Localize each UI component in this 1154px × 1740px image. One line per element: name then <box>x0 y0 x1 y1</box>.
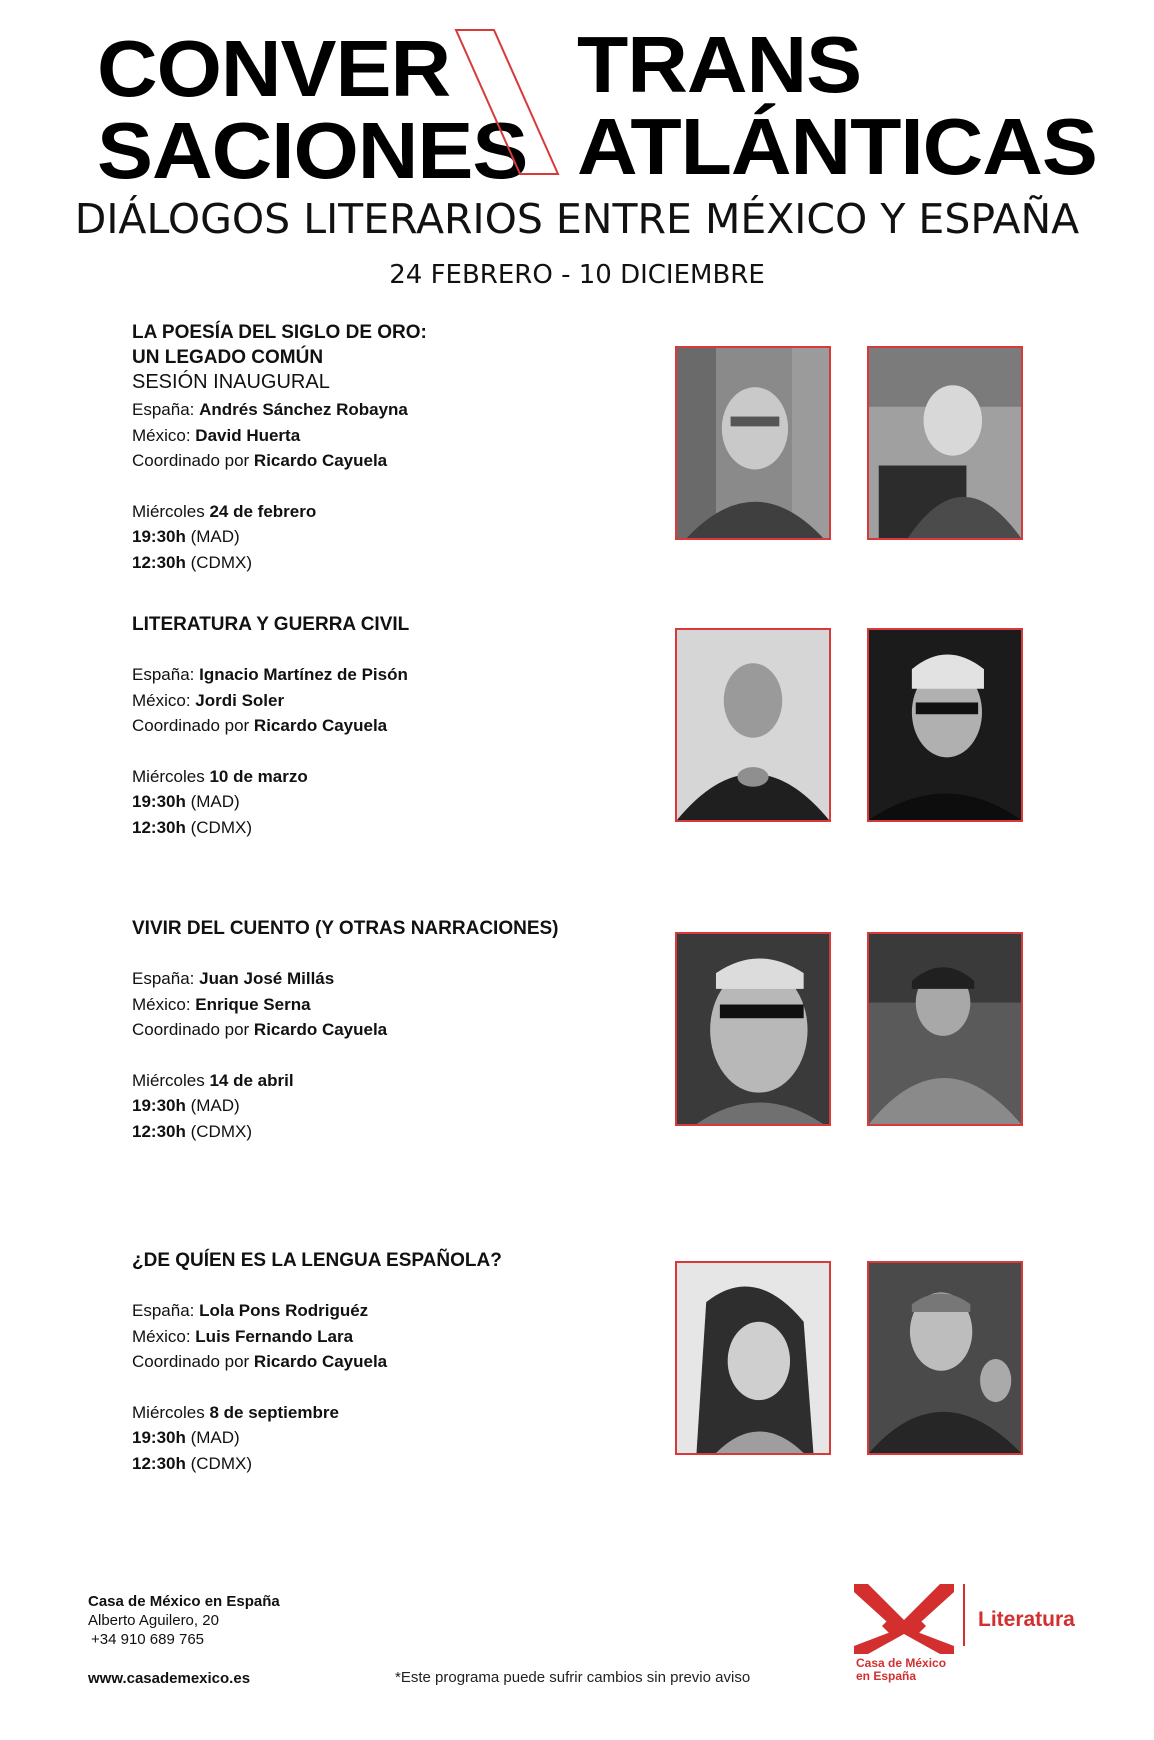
time-mad: 19:30h (MAD) <box>132 1096 240 1115</box>
footer-address: Alberto Aguilero, 20 <box>88 1612 219 1629</box>
header-dates: 24 FEBRERO - 10 DICIEMBRE <box>389 260 765 290</box>
footer-note: *Este programa puede sufrir cambios sin previo aviso <box>395 1669 751 1686</box>
coordinator: Coordinado por Ricardo Cayuela <box>132 1020 388 1039</box>
speaker-photo-spain-1 <box>675 346 831 540</box>
title-slash-graphic <box>452 28 562 178</box>
session-date: Miércoles 10 de marzo <box>132 766 308 786</box>
mexico-speaker: México: Luis Fernando Lara <box>132 1326 354 1346</box>
time-mad: 19:30h (MAD) <box>132 1428 240 1447</box>
spain-speaker: España: Andrés Sánchez Robayna <box>132 400 408 419</box>
session-4 <box>132 1248 652 1476</box>
speaker-photo-mexico-1 <box>867 346 1023 540</box>
header-subtitle: DIÁLOGOS LITERARIOS ENTRE MÉXICO Y ESPAÑA <box>74 195 1080 243</box>
logo-name: Casa de México en España <box>856 1656 947 1683</box>
logo-section-label: Literatura <box>978 1608 1075 1631</box>
session-title-line-2: UN LEGADO COMÚN <box>132 347 324 368</box>
time-mad: 19:30h (MAD) <box>132 792 240 811</box>
title-conver: CONVER <box>97 24 451 113</box>
session-title: ¿DE QUÍEN ES LA LENGUA ESPAÑOLA? <box>132 1250 502 1271</box>
time-cdmx: 12:30h (CDMX) <box>132 817 252 837</box>
logo-divider <box>963 1584 965 1646</box>
session-title: LITERATURA Y GUERRA CIVIL <box>132 614 410 635</box>
spain-speaker: España: Ignacio Martínez de Pisón <box>132 665 408 684</box>
speaker-photo-mexico-4 <box>867 1261 1023 1455</box>
coordinator: Coordinado por Ricardo Cayuela <box>132 451 388 470</box>
time-cdmx: 12:30h (CDMX) <box>132 1453 252 1473</box>
footer-org: Casa de México en España <box>88 1593 280 1610</box>
coordinator: Coordinado por Ricardo Cayuela <box>132 1352 388 1371</box>
speaker-photo-mexico-2 <box>867 628 1023 822</box>
title-atlanticas: ATLÁNTICAS <box>577 102 1097 191</box>
session-date: Miércoles 8 de septiembre <box>132 1402 339 1422</box>
time-cdmx: 12:30h (CDMX) <box>132 1121 252 1141</box>
spain-speaker: España: Juan José Millás <box>132 969 335 988</box>
coordinator: Coordinado por Ricardo Cayuela <box>132 716 388 735</box>
session-date: Miércoles 14 de abril <box>132 1070 294 1090</box>
speaker-photo-mexico-3 <box>867 932 1023 1126</box>
time-mad: 19:30h (MAD) <box>132 527 240 546</box>
session-date: Miércoles 24 de febrero <box>132 501 317 521</box>
title-saciones: SACIONES <box>97 106 528 195</box>
time-cdmx: 12:30h (CDMX) <box>132 552 252 572</box>
speaker-photo-spain-4 <box>675 1261 831 1455</box>
speaker-photo-spain-3 <box>675 932 831 1126</box>
footer-phone: +34 910 689 765 <box>91 1631 205 1648</box>
session-2 <box>132 612 652 840</box>
speaker-photo-spain-2 <box>675 628 831 822</box>
session-title: VIVIR DEL CUENTO (Y OTRAS NARRACIONES) <box>132 918 559 939</box>
spain-speaker: España: Lola Pons Rodriguéz <box>132 1301 369 1320</box>
footer-contact <box>88 1592 280 1649</box>
session-subtitle: SESIÓN INAUGURAL <box>132 371 330 393</box>
casa-de-mexico-logo-icon <box>854 1584 954 1654</box>
title-trans: TRANS <box>577 20 862 109</box>
mexico-speaker: México: Jordi Soler <box>132 690 285 710</box>
session-title: LA POESÍA DEL SIGLO DE ORO: <box>132 322 427 343</box>
mexico-speaker: México: David Huerta <box>132 425 301 445</box>
session-1 <box>132 320 652 575</box>
session-3 <box>132 916 652 1144</box>
footer-web-link[interactable]: www.casademexico.es <box>88 1670 251 1687</box>
mexico-speaker: México: Enrique Serna <box>132 994 311 1014</box>
